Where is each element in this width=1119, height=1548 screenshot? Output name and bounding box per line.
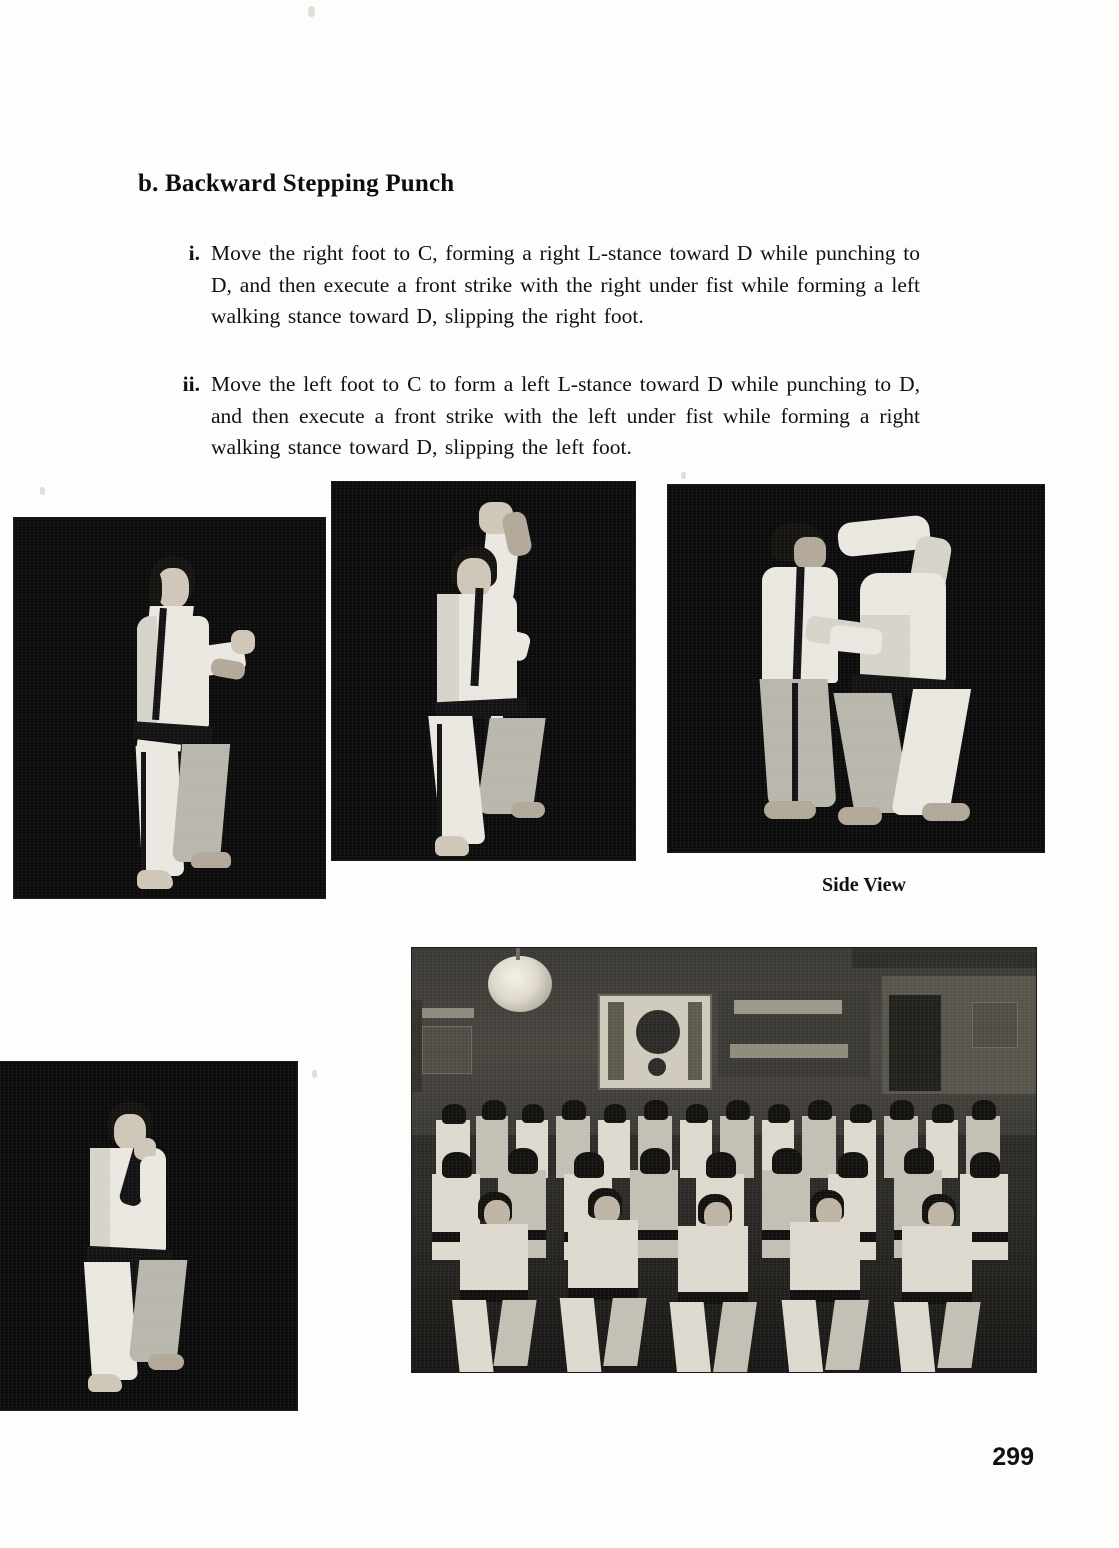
student-row-front — [432, 1188, 1032, 1368]
banner-emblem-small-icon — [648, 1058, 666, 1076]
figure-trousers — [760, 679, 837, 807]
figure-foot-front — [511, 802, 545, 818]
figure-foot-rear — [191, 852, 231, 868]
figure-face — [457, 558, 491, 598]
lantern-cord — [516, 948, 520, 960]
practitioner-figure — [78, 1102, 218, 1392]
step-item-ii — [168, 369, 920, 464]
ceiling-beam — [852, 948, 1036, 968]
figure-arm-guard — [140, 1156, 166, 1206]
figure-jacket-shadow — [90, 1148, 110, 1252]
figure-foot-rear — [435, 836, 469, 856]
step-item-i — [168, 238, 920, 333]
scan-artifact-lower-right — [312, 1070, 317, 1078]
figure-photo-3 — [668, 485, 1044, 852]
section-heading: b. Backward Stepping Punch — [138, 170, 455, 197]
scan-artifact-left — [40, 487, 45, 495]
figure-fist — [231, 630, 255, 654]
figure-caption-side-view: Side View — [822, 874, 906, 896]
banner-column-left — [608, 1002, 624, 1080]
figure-photo-2 — [332, 482, 635, 860]
figure-trouser-seam — [141, 752, 146, 876]
figure-hair-side — [149, 572, 162, 606]
step-marker-ii: ii. — [182, 372, 200, 396]
banner-lettering-bottom — [730, 1044, 848, 1058]
practitioner-figure — [427, 502, 577, 852]
figure-trousers-rear — [172, 744, 230, 862]
figure-foot-rear — [148, 1354, 184, 1370]
wall-strip-left — [418, 1008, 474, 1018]
dojang-window — [972, 1002, 1018, 1048]
figure-photo-4 — [0, 1062, 297, 1410]
wall-panel-left — [412, 1000, 422, 1092]
banner-column-right — [688, 1002, 702, 1080]
step-marker-i: i. — [188, 241, 200, 265]
figure-photo-5-group-class — [412, 948, 1036, 1372]
figure-trouser-seam — [437, 724, 442, 846]
figure-jacket-shadow — [437, 594, 459, 706]
banner-lettering-top — [734, 1000, 842, 1014]
figure-trousers-rear — [129, 1260, 188, 1362]
banner-emblem-icon — [636, 1010, 680, 1054]
practitioner-figure-right — [826, 513, 986, 829]
figure-trouser-seam — [792, 683, 798, 807]
dojang-door — [888, 994, 942, 1092]
wall-frame-left — [422, 1026, 472, 1074]
wall-banner-center — [598, 994, 712, 1090]
step-text-ii: Move the left foot to C to form a left L-stance toward D while punching to D, and then execute a front strike with the left under fist while forming a right walking stance toward D, slipping the left foot. — [211, 372, 920, 459]
step-text-i: Move the right foot to C, forming a right L-stance toward D while punching to D, and then execute a front strike with the right under fist while forming a left walking stance toward D, slipping the right foot. — [211, 241, 920, 328]
page-number: 299 — [992, 1443, 1034, 1471]
scan-artifact-right — [681, 472, 686, 479]
figure-foot-front — [838, 807, 882, 825]
figure-photo-1 — [14, 518, 325, 898]
figure-trousers-front — [84, 1262, 138, 1380]
figure-foot-front — [137, 870, 173, 889]
figure-foot — [764, 801, 816, 819]
practitioner-figure — [119, 556, 259, 891]
figure-trousers-front — [476, 718, 545, 814]
paper-lantern-icon — [488, 956, 552, 1012]
figure-arm-low — [829, 624, 883, 655]
scan-artifact-top — [308, 6, 315, 17]
figure-foot-rear — [922, 803, 970, 821]
figure-face — [794, 537, 826, 569]
figure-foot-front — [88, 1374, 122, 1392]
